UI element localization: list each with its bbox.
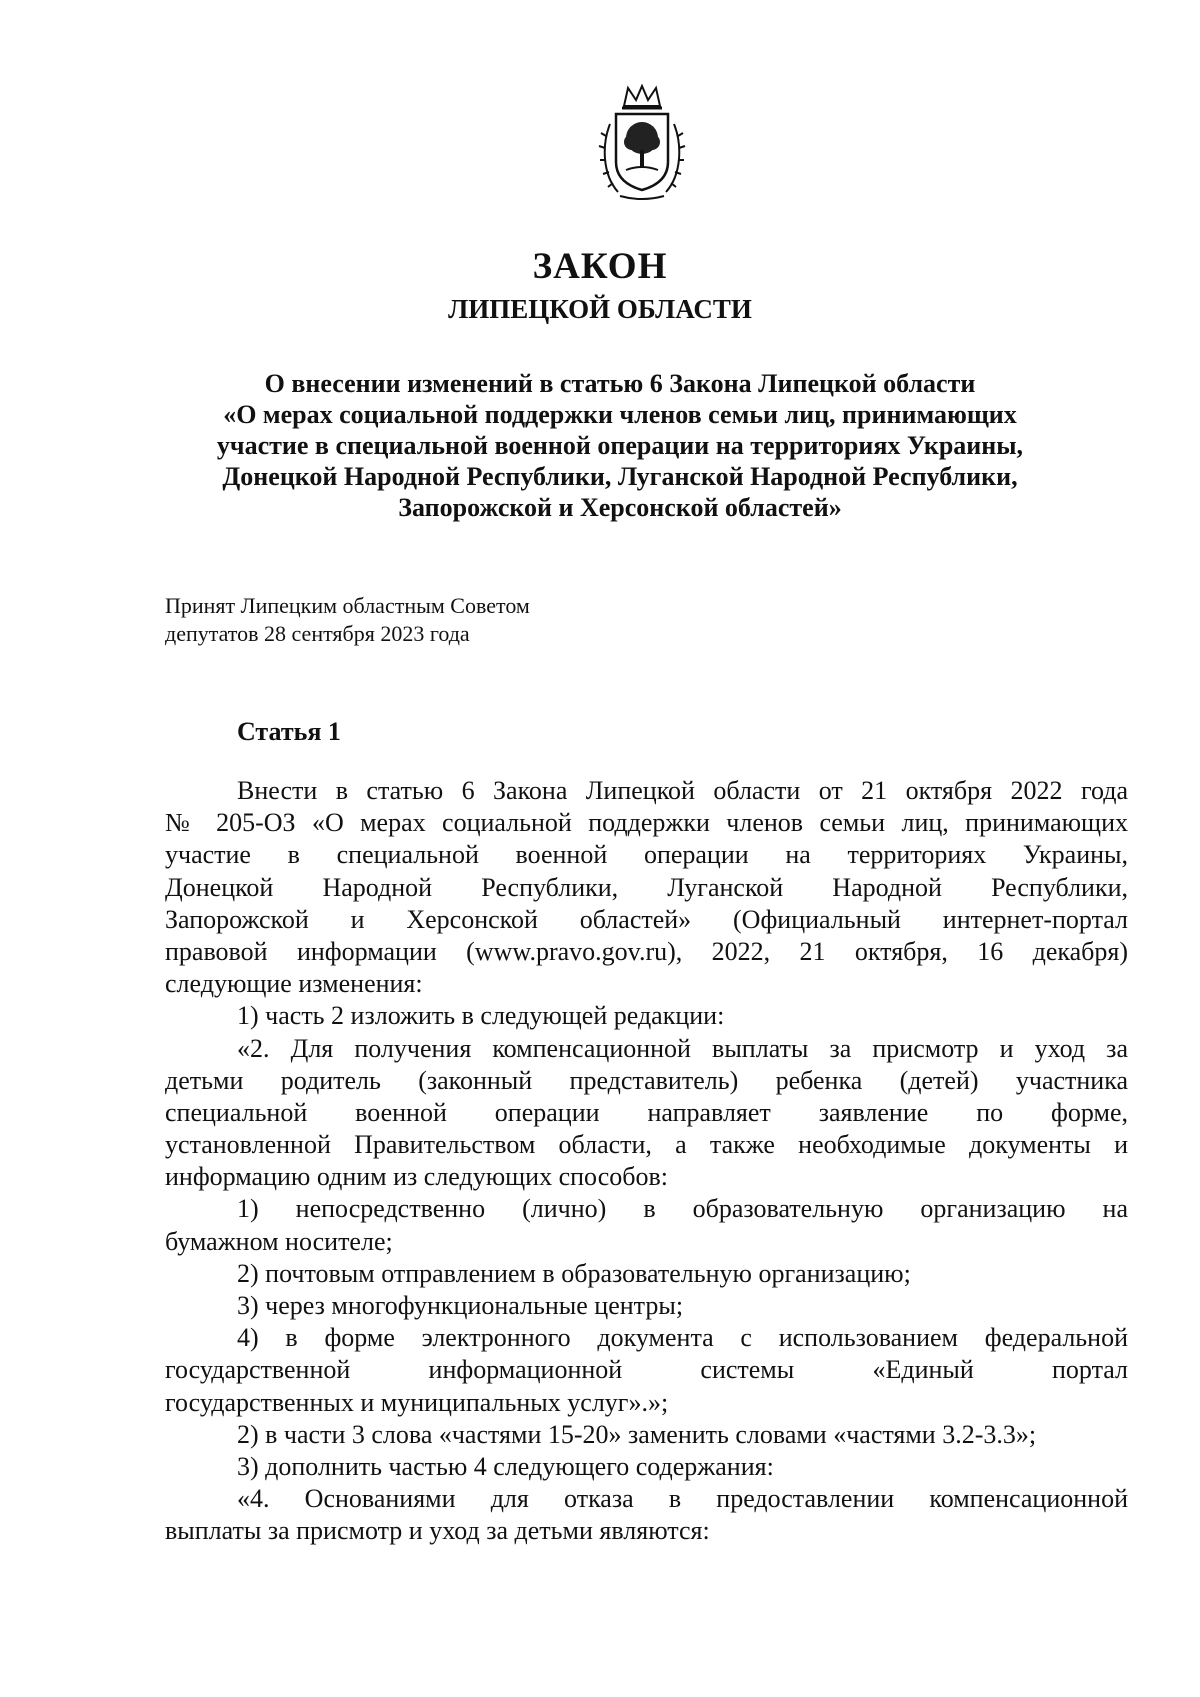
adoption-line: Принят Липецким областным Советом <box>165 593 530 618</box>
body-line: 4) в форме электронного документа с использованием федеральной <box>237 1323 1128 1353</box>
body-line: Запорожской и Херсонской областей» (Официальный интернет-портал <box>165 904 1128 934</box>
body-line: «4. Основаниями для отказа в предоставлении компенсационной <box>237 1484 1128 1514</box>
body-line: специальной военной операции направляет заявление по форме, <box>165 1097 1128 1127</box>
body-line: установленной Правительством области, а также необходимые документы и <box>165 1130 1128 1160</box>
body-line: 2) в части 3 слова «частями 15-20» заменить словами «частями 3.2-3.3»; <box>237 1419 1037 1449</box>
body-line: № 205-ОЗ «О мерах социальной поддержки членов семьи лиц, принимающих <box>165 808 1128 838</box>
body-line: 1) непосредственно (лично) в образовательную организацию на <box>237 1194 1128 1224</box>
law-name <box>150 368 1090 523</box>
coat-of-arms-icon <box>596 84 688 206</box>
body-line: правовой информации (www.pravo.gov.ru), 2022, 21 октября, 16 декабря) <box>165 936 1128 966</box>
law-name-line: О внесении изменений в статью 6 Закона Липецкой области <box>264 369 976 398</box>
body-line: 2) почтовым отправлением в образовательную организацию; <box>237 1258 911 1288</box>
body-line: Донецкой Народной Республики, Луганской Народной Республики, <box>165 872 1128 902</box>
body-line: «2. Для получения компенсационной выплаты за присмотр и уход за <box>237 1033 1128 1063</box>
adoption-line: депутатов 28 сентября 2023 года <box>165 621 470 646</box>
body-line: государственных и муниципальных услуг».»; <box>165 1387 669 1417</box>
body-line: 3) через многофункциональные центры; <box>237 1291 684 1320</box>
body-line: следующие изменения: <box>165 969 423 999</box>
law-name-line: Запорожской и Херсонской областей» <box>398 493 842 522</box>
body-line: бумажном носителе; <box>165 1226 393 1256</box>
document-subtitle: ЛИПЕЦКОЙ ОБЛАСТИ <box>448 294 752 324</box>
document-title: ЗАКОН <box>532 246 668 287</box>
law-name-line: участие в специальной военной операции на территориях Украины, <box>216 431 1024 460</box>
body-line: выплаты за присмотр и уход за детьми являются: <box>165 1516 710 1546</box>
body-line: государственной информационной системы «Единый портал <box>165 1355 1128 1385</box>
law-name-line: Донецкой Народной Республики, Луганской Народной Республики, <box>222 462 1018 491</box>
body-line: участие в специальной военной операции на территориях Украины, <box>165 840 1128 870</box>
article-body <box>165 775 1128 1548</box>
adoption-note <box>165 592 530 648</box>
law-name-line: «О мерах социальной поддержки членов семьи лиц, принимающих <box>223 400 1017 429</box>
body-line: детьми родитель (законный представитель) ребенка (детей) участника <box>165 1065 1128 1095</box>
body-line: Внести в статью 6 Закона Липецкой области от 21 октября 2022 года <box>237 776 1128 805</box>
article-heading: Статья 1 <box>237 717 341 746</box>
body-line: информацию одним из следующих способов: <box>165 1162 668 1192</box>
body-line: 1) часть 2 изложить в следующей редакции: <box>237 1001 725 1031</box>
body-line: 3) дополнить частью 4 следующего содержания: <box>237 1451 774 1481</box>
